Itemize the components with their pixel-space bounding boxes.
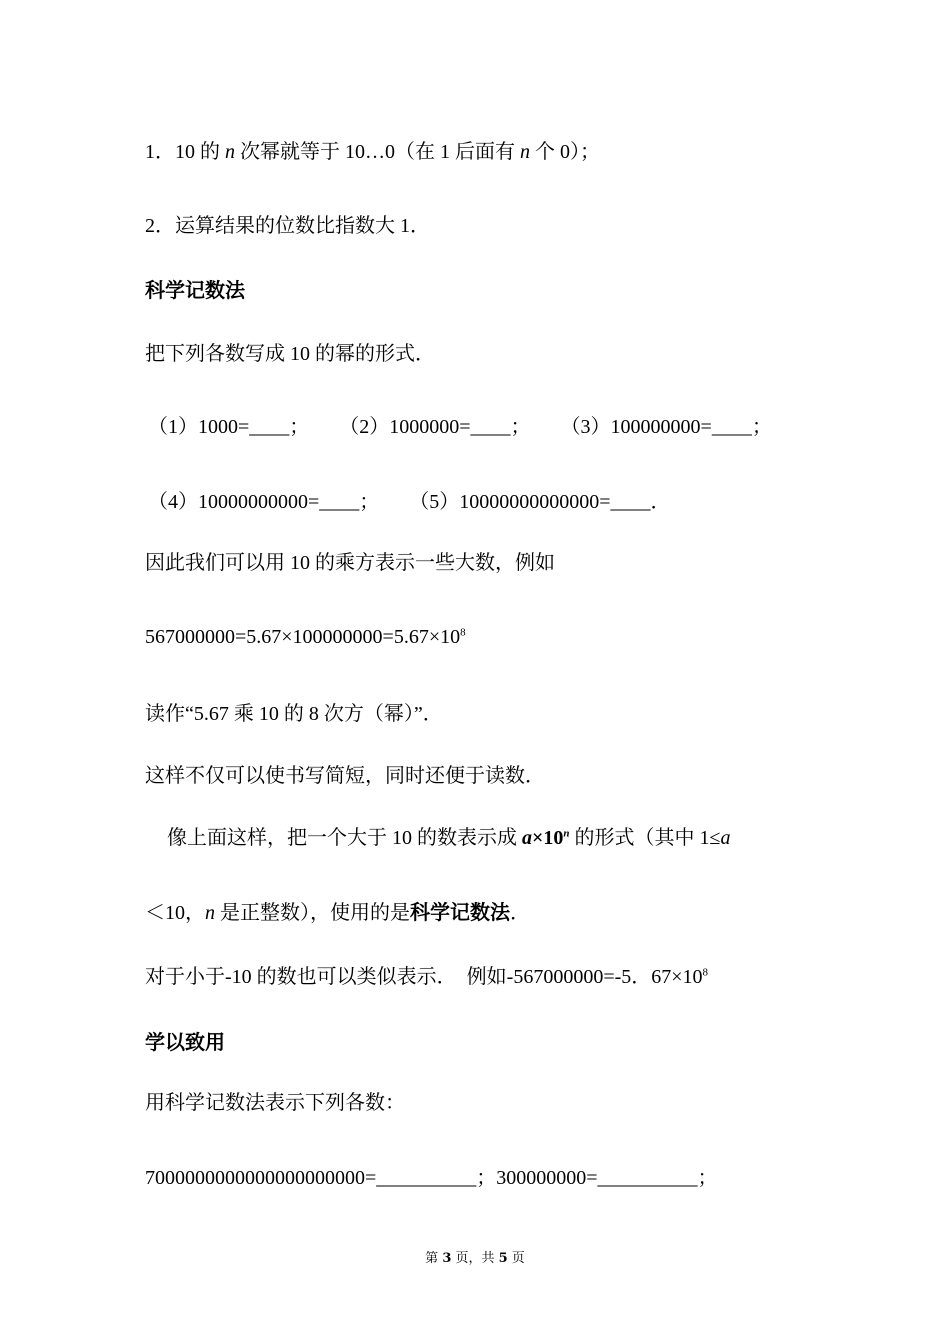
statement-1-text-c: 个 0）； (530, 141, 600, 163)
exercise-row-2 (148, 490, 671, 514)
reading-note: 读作“5.67 乘 10 的 8 次方（幂）”． (145, 703, 443, 725)
exercise-1: （1）1000=____； (148, 416, 310, 438)
example-equation-base: 567000000=5.67×100000000=5.67×10 (145, 626, 461, 648)
practice-exercises: 7000000000000000000000=__________；300000000=__________； (145, 1167, 718, 1189)
definition-text-c: ＜10， (145, 902, 205, 924)
definition-text-d: 是正整数），使用的是 (215, 902, 410, 924)
statement-2: 2．运算结果的位数比指数大 1． (145, 215, 430, 237)
footer-prefix: 第 (425, 1251, 443, 1266)
page-footer (0, 1247, 950, 1266)
section-heading-practice: 学以致用 (145, 1030, 225, 1054)
footer-middle: 页，共 (451, 1251, 499, 1266)
explanation-text: 因此我们可以用 10 的乘方表示一些大数，例如 (145, 552, 555, 574)
definition-text-b: 的形式（其中 1≤ (569, 827, 721, 849)
instruction-text: 把下列各数写成 10 的幂的形式． (145, 343, 435, 365)
formula-exponent-n: n (563, 827, 570, 840)
exercise-row-1 (148, 415, 772, 439)
footer-suffix: 页 (507, 1251, 525, 1266)
definition-text-a: 像上面这样，把一个大于 10 的数表示成 (167, 827, 522, 849)
variable-n: n (520, 141, 530, 163)
definition-line-1 (167, 826, 731, 850)
footer-total-pages: 5 (498, 1251, 508, 1266)
statement-1-text-a: 1．10 的 (145, 141, 225, 163)
statement-1-text-b: 次幂就等于 10…0（在 1 后面有 (235, 141, 520, 163)
exercise-4: （4）10000000000=____； (148, 491, 380, 513)
exercise-2: （2）1000000=____； (339, 416, 531, 438)
variable-a: a (720, 827, 731, 849)
negative-example-base: 对于小于-10 的数也可以类似表示． 例如-567000000=-5．67×10 (145, 966, 703, 988)
practice-instruction: 用科学记数法表示下列各数： (145, 1092, 405, 1114)
term-scientific-notation: 科学记数法 (410, 900, 510, 924)
formula-times-ten: ×10 (532, 827, 564, 849)
formula-a: a (522, 827, 532, 849)
negative-example (145, 965, 708, 989)
statement-1 (145, 140, 600, 164)
definition-line-2 (145, 900, 530, 925)
exercise-5: （5）10000000000000=____． (409, 491, 671, 513)
benefit-note: 这样不仅可以使书写简短，同时还便于读数． (145, 765, 545, 787)
exponent: 8 (460, 626, 466, 639)
exponent: 8 (702, 966, 709, 979)
variable-n: n (205, 902, 215, 924)
definition-text-e: ． (510, 902, 530, 924)
footer-page-number: 3 (442, 1251, 452, 1266)
variable-n: n (225, 141, 235, 163)
section-heading-scientific-notation: 科学记数法 (145, 278, 245, 302)
example-equation (145, 625, 466, 649)
exercise-3: （3）100000000=____； (560, 416, 772, 438)
